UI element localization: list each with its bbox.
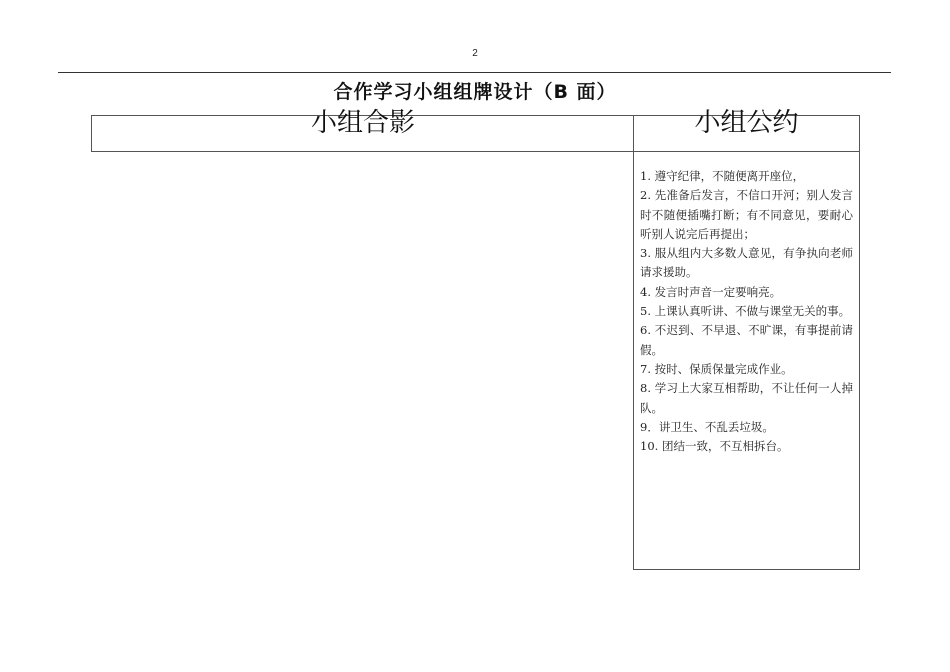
rule-item: 3. 服从组内大多数人意见，有争执向老师请求援助。 [640,246,853,280]
rule-item: 1. 遵守纪律，不随便离开座位， [640,169,805,183]
rule-item: 10. 团结一致，不互相拆台。 [640,439,789,454]
rule-item: 2. 先准备后发言，不信口开河；别人发言时不随便插嘴打断；有不同意见，要耐心听别人说完后再提出； [640,188,853,241]
rule-item: 7. 按时、保质保量完成作业。 [640,361,793,376]
rule-item: 4. 发言时声音一定要响亮。 [640,284,782,299]
group-rules-body-cell [633,151,860,570]
group-rules-list [640,167,853,456]
group-rules-heading: 小组公约 [694,108,799,138]
header-divider [58,72,891,73]
rule-item: 6. 不迟到、不早退、不旷课，有事提前请假。 [640,323,853,357]
page-number: 2 [472,48,478,59]
rule-item: 5. 上课认真听讲、不做与课堂无关的事。 [640,304,851,319]
group-rules-header-cell [633,108,860,152]
rule-item: 8. 学习上大家互相帮助，不让任何一人掉队。 [640,381,853,415]
document-title: 合作学习小组组牌设计（B 面） [333,81,617,103]
group-photo-heading: 小组合影 [310,108,415,138]
group-photo-header-cell [91,108,634,152]
rule-item: 9．讲卫生、不乱丢垃圾。 [640,419,774,434]
